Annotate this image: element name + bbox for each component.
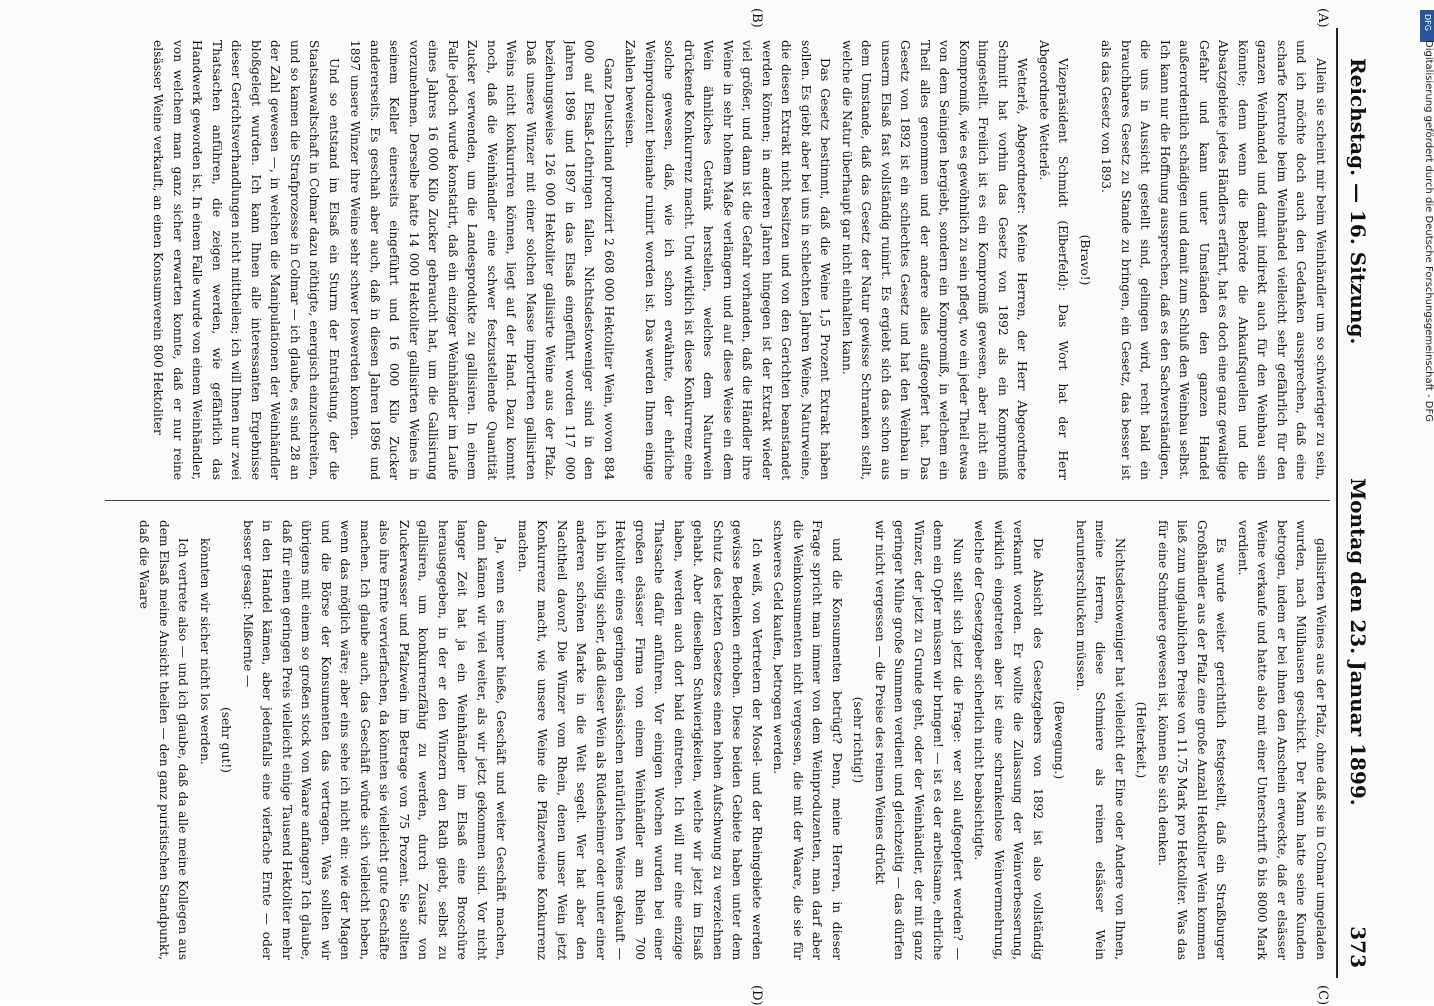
- interjection: (sehr richtig!): [851, 696, 866, 784]
- interjection: (sehr gut!): [219, 707, 234, 773]
- margin-marker-a: (A): [1315, 8, 1330, 28]
- paragraph: Es wurde weiter gerichtlich festgestellt, daß ein Straßburger Großhändler aus der Pfalz eine große Anzahl Hektoliter Wein kommen ließ zum unglaublichen Preise von 11.75 Mark pro Hektoliter. Was das für eine Schmiere gewesen ist, können Sie sich denken.: [1156, 520, 1229, 960]
- header-date: Montag den 23. Januar 1899.: [1346, 478, 1370, 806]
- paragraph: Die Absicht des Gesetzgebers von 1892 ist also vollständig verkannt worden. Er wollte die Zulassung der Weinverbesserung, wirklich eingetreten aber ist eine schrankenlose Weinvermehrung, welche der Gesetzgeber sicherlich nicht beabsichtigte.: [972, 520, 1045, 960]
- rotated-page-content: [62, 0, 1392, 1006]
- interjection: (Bravo!): [1078, 234, 1092, 286]
- paragraph: Vizepräsident Schmidt (Elberfeld): Das Wort hat der Herr Abgeordnete Wetterlé.: [1037, 40, 1071, 480]
- left-column: [105, 40, 1330, 480]
- dfg-logo: DFG: [1420, 10, 1434, 42]
- margin-marker-c: (C): [1315, 985, 1330, 1006]
- page-header: [1336, 28, 1382, 978]
- interjection: (Bewegung.): [1052, 700, 1067, 780]
- paragraph: Ganz Deutschland produzirt 2 608 000 Hektoliter Wein, wovon 884 000 auf Elsaß-Lothringen fallen. Nichtsdestoweniger sind in den Jahren 1896 und 1897 in das Elsaß eingeführt worden 117 000 beziehungsweise 126 000 Hektoliter gallisirte Weine aus der Pfalz. Daß unsere Winzer mit einer solchen Masse importirten gallisirten Weins nicht konkurriren können, liegt auf der Hand. Dazu kommt noch, daß die Weinhändler eine schwer festzustellende Quantität Zucker verwenden, um die Landesprodukte zu gallisiren. In einem Falle jedoch wurde konstatirt, daß ein einziger Weinhändler im Laufe eines Jahres 16 000 Kilo Zucker gebraucht hat, um die Gallisirung vorzunehmen. Derselbe hatte 14 000 Hektoliter gallisirten Weines in seinem Keller einerseits eingeführt und 16 000 Kilo Zucker andererseits. Es geschah aber auch, daß in diesen Jahren 1896 und 1897 unsere Winzer ihre Weine sehr schwer loswerden konnten.: [348, 40, 616, 480]
- paragraph: gallisirten Weines aus der Pfalz, ohne daß sie in Colmar umgeladen wurden, nach Mülhausen geschickt. Der Mann hatte seine Kunden betrogen, indem er bei ihnen den Anschein erweckte, daß er elsässer Weine verkaufe und hatte also mit einer Unterschrift 6 bis 8000 Mark verdient.: [1236, 520, 1328, 960]
- right-column: [105, 520, 1330, 960]
- paragraph: könnten wir sicher nicht los werden.: [198, 538, 212, 765]
- paragraph: Wetterlé, Abgeordneter: Meine Herren, der Herr Abgeordnete Schmitt hat vorhin das Gesetz von 1892 als ein Kompromiß hingestellt. Freilich ist es ein Kompromiß gewesen, aber nicht ein Kompromiß, wie es gewöhnlich zu sein pflegt, wo ein jeder Theil etwas von dem Seinigen hergiebt, sondern ein Kompromiß, in welchem ein Theil alles genommen und der andere alles aufgeopfert hat. Das Gesetz von 1892 ist ein schlechtes Gesetz und hat den Weinbau in unserm Elsaß fast vollständig ruinirt. Es ergiebt sich das schon aus dem Umstande, daß das Gesetz der Natur gewisse Schranken stellt, welche die Natur überhaupt gar nicht einhalten kann.: [840, 40, 1030, 480]
- paragraph: und die Konsumenten betrügt? Denn, meine Herren, in dieser Frage spricht man immer von dem Weinproduzenten, man darf aber die Weinkonsumenten nicht vergessen, die mit der Waare, die sie für schweres Geld kaufen, betrogen werden.: [771, 520, 844, 960]
- paragraph: Allein sie scheint mir beim Weinhändler um so schwieriger zu sein, und ich möchte doch auch den Gedanken aussprechen, daß eine scharfe Kontrole beim Weinhändel vielleicht sehr gefährlich für den ganzen Weinhandel und damit indirekt auch für den Weinbau sein könnte; denn wenn die Behörde die Ankaufsquellen und die Absatzgebiete jedes Händlers erfährt, hat es doch eine ganz gewaltige Gefahr und kann unter Umständen den ganzen Handel außerordentlich schädigen und damit zum Schluß den Weinbau selbst. Ich kann nur die Hoffnung aussprechen, daß es den Sachverständigen, die uns in Aussicht gestellt sind, gelingen wird, recht bald ein brauchbares Gesetz zu Stande zu bringen, ein Gesetz, das besser ist als das Gesetz von 1893.: [1099, 40, 1328, 480]
- header-session: Reichstag. — 16. Sitzung.: [1346, 58, 1370, 345]
- paragraph: Nichtsdestoweniger hat vielleicht der Eine oder Andere von Ihnen, meine Herren, diese Schmiere als reinen elsässer Wein herunterschlucken müssen.: [1074, 520, 1127, 960]
- paragraph: Nun stellt sich jetzt die Frage: wer soll aufgeopfert werden? — denn ein Opfer müssen wir bringen! — ist es der arbeitsame, ehrliche Winzer, der jetzt zu Grunde geht, oder der Weinhändler, der mit ganz geringer Mühe große Summen verdient und gleichzeitig — das dürfen wir nicht vergessen — die Preise des reinen Weines drückt: [873, 520, 965, 960]
- paragraph: Ich vertrete also — und ich glaube, daß da alle meine Kollegen aus dem Elsaß meine Ansicht theilen — den ganz puristischen Standpunkt, daß die Waare: [137, 520, 191, 960]
- digitization-credit: Digitalisierung gefördert durch die Deutsche Forschungsgemeinschaft - DFG: [1423, 40, 1434, 423]
- paragraph: Ja, wenn es immer hieße, Geschäft und weiter Geschäft machen, dann kämen wir viel weiter, als wir jetzt gekommen sind. Vor nicht langer Zeit hat ja ein Weinhändler im Elsaß eine Broschüre herausgegeben, in der er den Winzern den Rath giebt, selbst zu gallisiren, um konkurrenzfähig zu werden, durch Zusatz von Zuckerwasser und Pfalzwein im Betrage von 75 Prozent. Sie sollten also ihre Ernte vervierfachen, da könnten sie vielleicht gute Geschäfte machen. Ich glaube auch, das Geschäft würde sich vielleicht heben, wenn das möglich wäre; aber eins sehe ich nicht ein: wie der Magen und die Börse der Konsumenten das vertragen. Was sollten wir übrigens mit einem so großen stock von Waare anfangen? Ich glaube, daß für einen geringen Preis vielleicht einige Tausend Hektoliter mehr in den Handel kämen, aber jedenfalls eine vierfache Ernte — oder besser gesagt: Mißernte —: [241, 520, 509, 960]
- paragraph: Ich weiß, von Vertretern der Mosel- und der Rheingebiete werden gewisse Bedenken erhoben. Diese beiden Gebiete haben unter dem Schutz des letzten Gesetzes einen hohen Aufschwung zu verzeichnen gehabt. Aber dieselben Schwierigkeiten, welche wir jetzt im Elsaß haben, werden auch dort bald eintreten. Ich will nur eine einzige Thatsache dafür anführen. Vor einigen Wochen wurden bei einer großen elsässer Firma von einem Weinhändler am Rhein 700 Hektoliter eines geringen elsässischen natürlichen Weines gekauft — ich bin völlig sicher, daß dieser Wein als Rüdesheimer oder unter einer anderen schönen Marke in die Welt segelt. Wer hat aber den Nachtheil davon? Die Winzer vom Rhein, denen unser Wein jetzt Konkurrenz macht, wie unsere Weine die Pfälzerweine Konkurrenz machen.: [516, 520, 764, 960]
- header-page-number: 373: [1346, 926, 1370, 968]
- interjection: (Heiterkeit.): [1134, 701, 1149, 779]
- paragraph: Das Gesetz bestimmt, daß die Weine 1,5 Prozent Extrakt haben sollen. Es giebt aber bei uns in schlechten Jahren Weine, Naturweine, die diesen Extrakt nicht besitzen und von den Gerichten beanstandet werden können; in anderen Jahren hingegen ist der Extrakt wieder viel größer, und dann ist die Gefahr vorhanden, daß die Händler ihre Weine in sehr hohem Maße verlängern und auf diese Weise ein dem Wein ähnliches Getränk herstellen, welches dem Naturwein drückende Konkurrenz macht. Und wirklich ist diese Konkurrenz eine solche gewesen, daß, wie ich schon erwähnte, der ehrliche Weinproduzent beinahe ruinirt worden ist. Das werden Ihnen einige Zahlen beweisen.: [623, 40, 833, 480]
- margin-marker-b: (B): [749, 8, 764, 28]
- paragraph: Und so entstand im Elsaß ein Sturm der Entrüstung, der die Staatsanwaltschaft in Colmar dazu nöthigte, energisch einzuschreiten, und so kamen die Strafprozesse in Colmar — ich glaube, es sind 28 an der Zahl gewesen —, in welchen die Manipulationen der Weinhändler bloßgelegt wurden. Ich kann Ihnen alle interessanten Ergebnisse dieser Gerichtsverhandlungen nicht mittheilen; ich will Ihnen nur zwei Thatsachen anführen, die zeigen werden, wie gefährlich das Handwerk geworden ist. In einem Falle wurde von einem Weinhändler, von welchem man ganz sicher erwarten konnte, daß er nur reine elsässer Weine verkauft, an einen Konsumverein 800 Hektoliter: [151, 40, 341, 480]
- margin-marker-d: (D): [749, 985, 764, 1006]
- dfg-credit-strip: [1420, 10, 1434, 990]
- column-divider: [105, 500, 1330, 501]
